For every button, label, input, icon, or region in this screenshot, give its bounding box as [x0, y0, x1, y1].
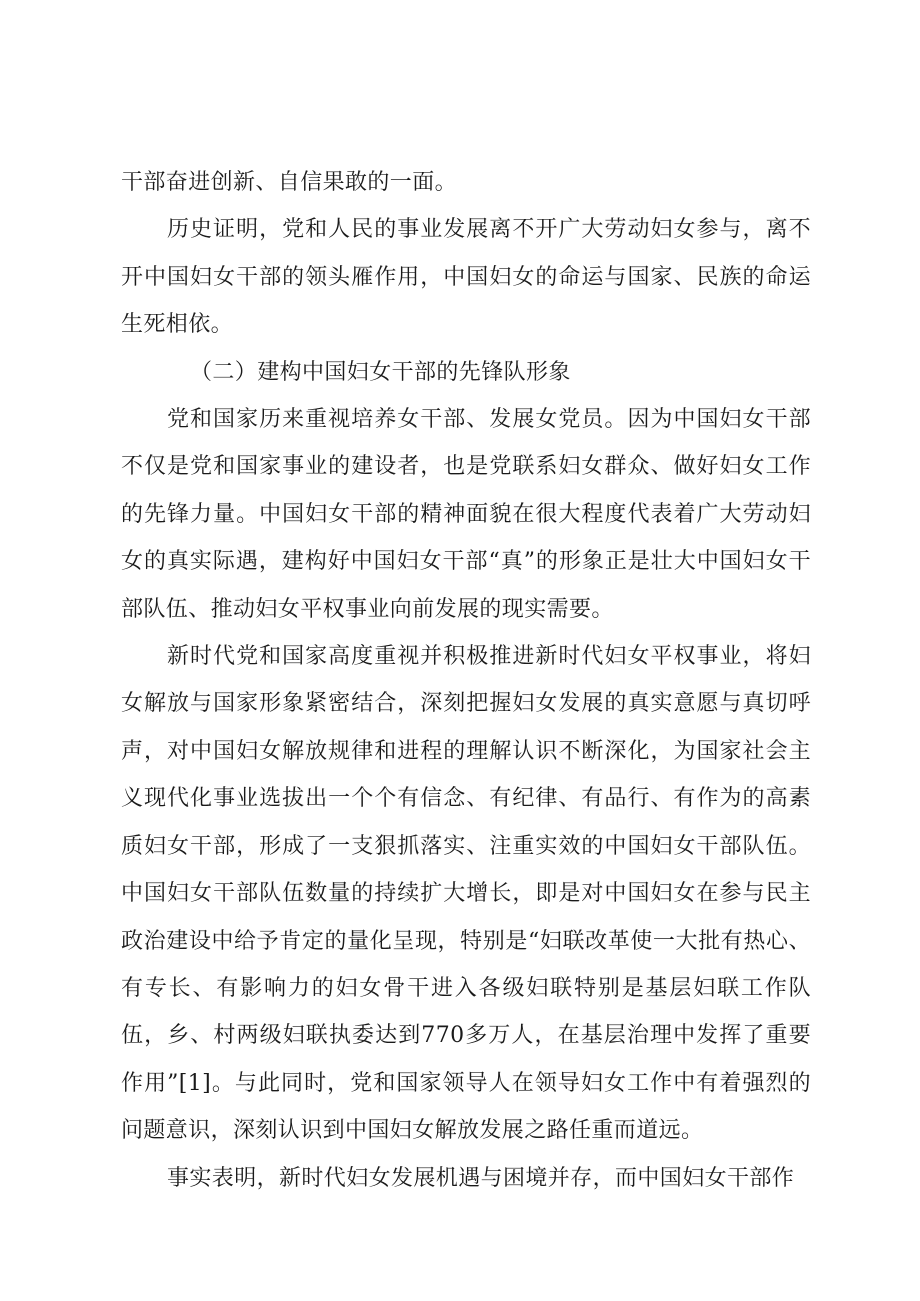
paragraph-history: 历史证明，党和人民的事业发展离不开广大劳动妇女参与，离不开中国妇女干部的领头雁作用，中国妇女的命运与国家、民族的命运生死相依。	[121, 217, 811, 338]
section-heading: （二）建构中国妇女干部的先锋队形象	[190, 359, 571, 385]
paragraph-new-era: 新时代党和国家高度重视并积极推进新时代妇女平权事业，将妇女解放与国家形象紧密结合，深刻把握妇女发展的真实意愿与真切呼声，对中国妇女解放规律和进程的理解认识不断深化，为国家社会主义现代化事业选拔出一个个有信念、有纪律、有品行、有作为的高素质妇女干部，形成了一支狠抓落实、注重实效的中国妇女干部队伍。中国妇女干部队伍数量的持续扩大增长，即是对中国妇女在参与民主政治建设中给予肯定的量化呈现，特别是“妇联改革使一大批有热心、有专长、有影响力的妇女骨干进入各级妇联特别是基层妇联工作队伍，乡、村两级妇联执委达到770多万人，在基层治理中发挥了重要作用”[1]。与此同时，党和国家领导人在领导妇女工作中有着强烈的问题意识，深刻认识到中国妇女解放发展之路任重而道远。	[121, 644, 811, 1144]
paragraph-facts: 事实表明，新时代妇女发展机遇与困境并存，而中国妇女干部作	[167, 1165, 795, 1191]
paragraph-continuation: 干部奋进创新、自信果敢的一面。	[121, 170, 458, 195]
paragraph-cadre-importance: 党和国家历来重视培养女干部、发展女党员。因为中国妇女干部不仅是党和国家事业的建设者，也是党联系妇女群众、做好妇女工作的先锋力量。中国妇女干部的精神面貌在很大程度代表着广大劳动妇女的真实际遇，建构好中国妇女干部“真”的形象正是壮大中国妇女干部队伍、推动妇女平权事业向前发展的现实需要。	[121, 407, 811, 622]
document-body	[121, 159, 811, 1202]
